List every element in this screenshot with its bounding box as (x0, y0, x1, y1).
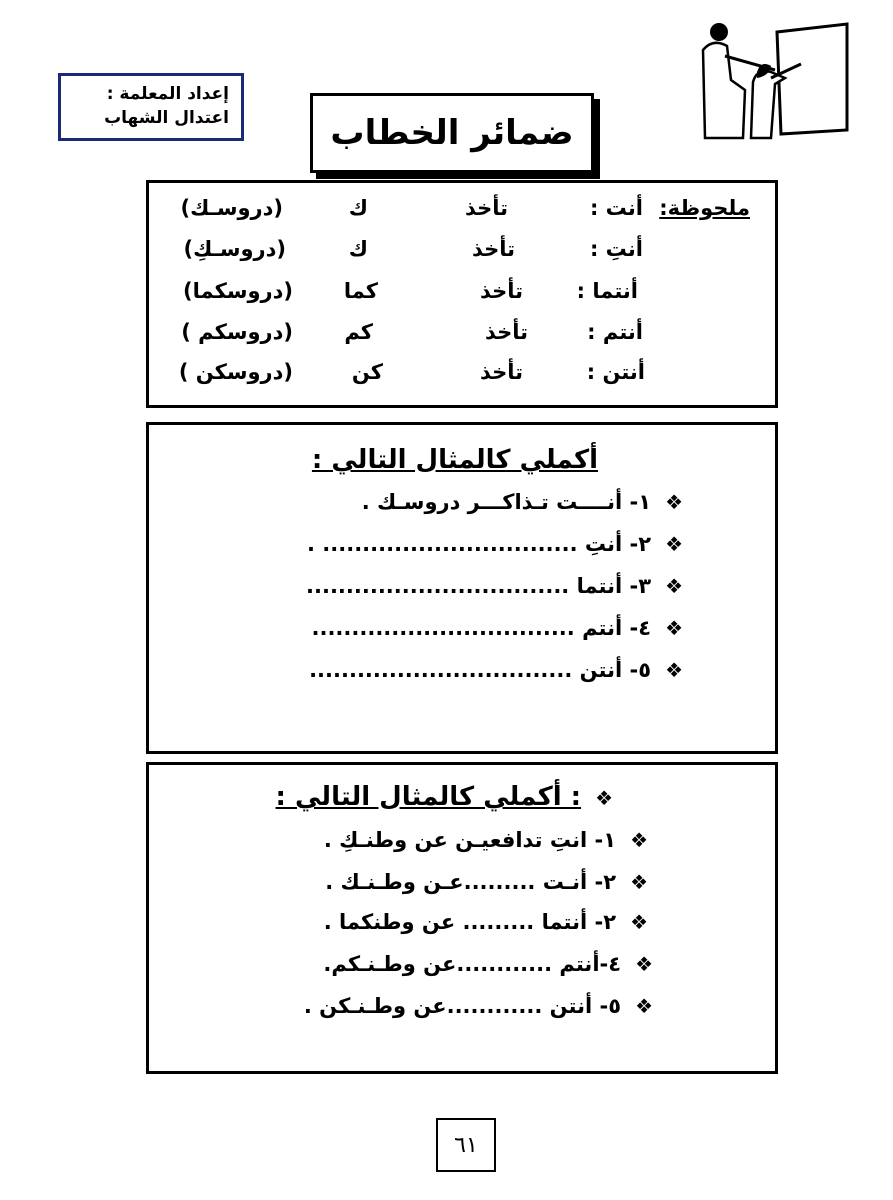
note-example-5: (دروسكن ) (178, 360, 293, 384)
bullet-icon: ❖ (635, 994, 653, 1018)
exercise-2-item-5: ❖٥- أنتن ............عن وطـنـكن . (303, 994, 653, 1018)
note-pronoun-4: أنتم : (587, 320, 643, 344)
note-suffix-4: كم (344, 320, 373, 344)
author-line-1: إعداد المعلمة : (106, 84, 229, 104)
note-example-4: (دروسكم ) (181, 320, 293, 344)
note-suffix-3: كما (343, 279, 378, 303)
note-pronoun-5: أنتن : (586, 360, 645, 384)
bullet-icon: ❖ (635, 952, 653, 976)
note-label: ملحوظة: (659, 196, 750, 220)
exercise-1-item-3: ❖٣- أنتما ................................. (306, 574, 683, 598)
exercise-1-item-2: ❖٢- أنتِ ................................ . (307, 532, 683, 556)
exercise-2-item-3: ❖٢- أنتما ......... عن وطنكما . (323, 910, 648, 934)
bullet-icon: ❖ (665, 658, 683, 682)
exercise-2-item-1: ❖١- انتِ تدافعيـن عن وطنـكِ . (323, 828, 648, 852)
bullet-icon: ❖ (665, 574, 683, 598)
exercise-2-heading: ❖: أكملي كالمثال التالي : (275, 782, 613, 812)
bullet-icon: ❖ (665, 490, 683, 514)
note-verb-5: تأخذ (479, 360, 523, 384)
bullet-icon: ❖ (630, 910, 648, 934)
exercise-2-item-4: ❖٤-أنتم ............عن وطـنـكم. (323, 952, 653, 976)
exercise-1-item-5: ❖٥- أنتن ................................. (309, 658, 683, 682)
bullet-icon: ❖ (630, 870, 648, 894)
author-box (58, 73, 244, 141)
page-title: ضمائر الخطاب (310, 93, 594, 173)
note-suffix-2: ك (348, 237, 368, 261)
note-verb-1: تأخذ (464, 196, 508, 220)
bullet-icon: ❖ (665, 616, 683, 640)
exercise-1-item-4: ❖٤- أنتم ................................. (311, 616, 683, 640)
teacher-illustration (695, 20, 855, 145)
note-pronoun-3: أنتما : (576, 279, 638, 303)
note-verb-4: تأخذ (484, 320, 528, 344)
bullet-icon: ❖ (630, 828, 648, 852)
note-pronoun-2: أنتِ : (589, 237, 643, 261)
note-example-3: (دروسكما) (183, 279, 293, 303)
note-example-1: (دروسـك) (180, 196, 283, 220)
exercise-1-heading: أكملي كالمثال التالي : (311, 445, 598, 475)
note-verb-3: تأخذ (479, 279, 523, 303)
note-verb-2: تأخذ (471, 237, 515, 261)
exercise-1-item-1: ❖١- أنــــت تـذاكـــر دروسـك . (361, 490, 683, 514)
bullet-icon: ❖ (595, 786, 613, 810)
exercise-2-item-2: ❖٢- أنـت .........عـن وطـنـك . (325, 870, 648, 894)
page-number: ٦١ (436, 1118, 496, 1172)
note-suffix-1: ك (348, 196, 368, 220)
note-pronoun-1: أنت : (589, 196, 643, 220)
author-line-2: اعتدال الشهاب (104, 108, 229, 128)
note-suffix-5: كن (351, 360, 383, 384)
note-example-2: (دروسـكِ) (183, 237, 286, 261)
bullet-icon: ❖ (665, 532, 683, 556)
